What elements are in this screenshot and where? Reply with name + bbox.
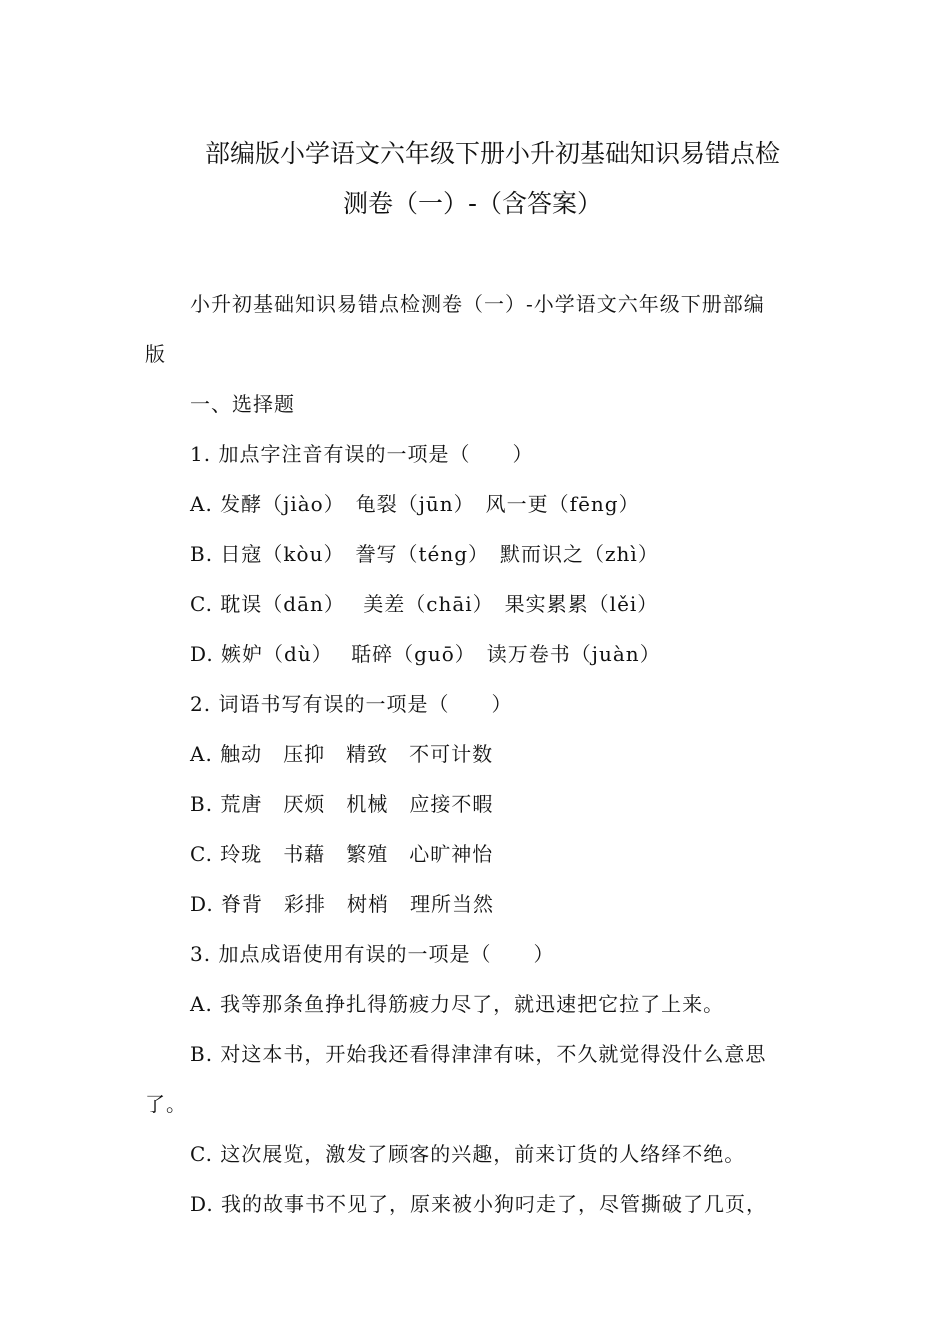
question-1-option-a: A. 发酵（jiào） 龟裂（jūn） 风一更（fēng）: [190, 492, 640, 516]
intro-line-1: 小升初基础知识易错点检测卷（一）-小学语文六年级下册部编: [190, 292, 765, 316]
question-2-option-a: A. 触动 压抑 精致 不可计数: [190, 742, 494, 766]
question-3-option-a: A. 我等那条鱼挣扎得筋疲力尽了，就迅速把它拉了上来。: [190, 992, 725, 1016]
question-2-option-b: B. 荒唐 厌烦 机械 应接不暇: [190, 792, 494, 816]
question-1-option-d: D. 嫉妒（dù） 聒碎（guō） 读万卷书（juàn）: [190, 642, 661, 666]
document-title-line-2: 测卷（一）-（含答案）: [343, 189, 603, 218]
question-3-option-b-line-1: B. 对这本书，开始我还看得津津有味，不久就觉得没什么意思: [190, 1042, 767, 1066]
question-1-option-b: B. 日寇（kòu） 誊写（téng） 默而识之（zhì）: [190, 542, 659, 566]
document-title-line-1: 部编版小学语文六年级下册小升初基础知识易错点检: [205, 139, 781, 168]
question-1-stem: 1. 加点字注音有误的一项是（ ）: [190, 442, 534, 466]
question-3-option-d: D. 我的故事书不见了，原来被小狗叼走了，尽管撕破了几页，: [190, 1192, 768, 1216]
question-3-stem: 3. 加点成语使用有误的一项是（ ）: [190, 942, 555, 966]
section-heading: 一、选择题: [190, 392, 295, 416]
question-3-option-b-line-2: 了。: [145, 1092, 187, 1116]
question-2-stem: 2. 词语书写有误的一项是（ ）: [190, 692, 513, 716]
question-2-option-c: C. 玲珑 书藉 繁殖 心旷神怡: [190, 842, 494, 866]
question-1-option-c: C. 耽误（dān） 美差（chāi） 果实累累（lěi）: [190, 592, 659, 616]
intro-line-2: 版: [145, 342, 166, 366]
question-2-option-d: D. 脊背 彩排 树梢 理所当然: [190, 892, 495, 916]
question-3-option-c: C. 这次展览，激发了顾客的兴趣，前来订货的人络绎不绝。: [190, 1142, 746, 1166]
